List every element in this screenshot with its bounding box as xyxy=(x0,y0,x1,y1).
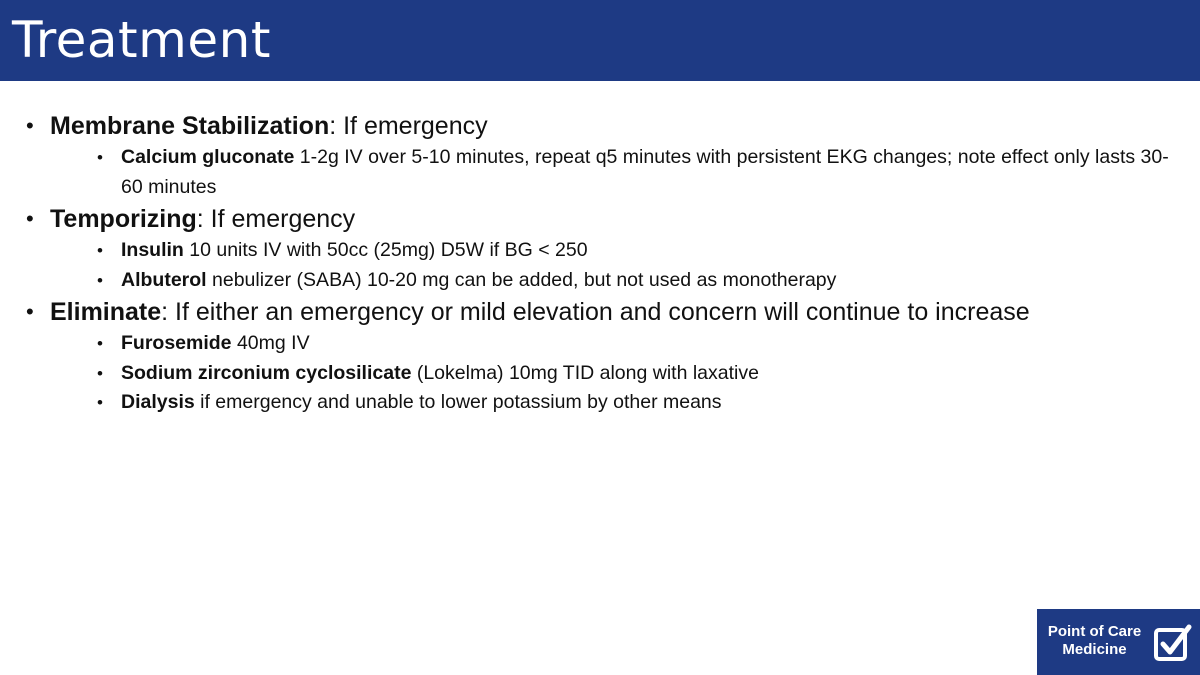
item-text: 40mg IV xyxy=(231,332,310,354)
logo-text xyxy=(1037,623,1152,659)
section-eliminate xyxy=(24,296,1174,418)
slide-title: Treatment xyxy=(12,11,271,69)
item-bold: Insulin xyxy=(121,239,184,261)
item-text: (Lokelma) 10mg TID along with laxative xyxy=(411,361,759,384)
logo-line-1: Point of Care xyxy=(1047,623,1142,640)
logo-line-2: Medicine xyxy=(1062,641,1127,658)
item-bold: Sodium zirconium cyclosilicate xyxy=(121,361,412,384)
list-item xyxy=(95,143,1174,202)
checkbox-check-icon xyxy=(1152,622,1194,664)
section-rest: : If emergency xyxy=(329,112,488,140)
sub-list xyxy=(50,143,1174,202)
list-item xyxy=(95,359,1174,389)
item-text: 1-2g IV over 5-10 minutes, repeat q5 minutes with persistent EKG changes; note effect only lasts 30-60 minutes xyxy=(121,146,1169,198)
bullet-list xyxy=(24,110,1174,419)
sub-list xyxy=(50,329,1174,418)
list-item xyxy=(95,266,1174,296)
item-text: 10 units IV with 50cc (25mg) D5W if BG < 250 xyxy=(183,239,588,261)
item-bold: Albuterol xyxy=(121,268,207,291)
item-bold: Dialysis xyxy=(121,391,195,413)
item-text: if emergency and unable to lower potassium by other means xyxy=(194,391,722,413)
list-item xyxy=(95,236,1174,266)
item-bold: Furosemide xyxy=(121,332,232,354)
section-heading: Eliminate xyxy=(50,298,162,326)
section-temporizing xyxy=(24,203,1174,295)
section-heading: Temporizing xyxy=(50,205,197,233)
point-of-care-medicine-logo xyxy=(1037,609,1200,675)
list-item xyxy=(95,329,1174,359)
section-membrane-stabilization xyxy=(24,110,1174,202)
section-rest: : If either an emergency or mild elevation and concern will continue to increase xyxy=(161,298,1030,326)
title-bar xyxy=(0,0,1200,81)
section-rest: : If emergency xyxy=(196,205,356,233)
item-text: nebulizer (SABA) 10-20 mg can be added, but not used as monotherapy xyxy=(206,268,837,291)
item-bold: Calcium gluconate xyxy=(121,146,295,168)
list-item xyxy=(95,388,1174,418)
sub-list xyxy=(50,236,1174,295)
section-heading: Membrane Stabilization xyxy=(50,112,330,140)
